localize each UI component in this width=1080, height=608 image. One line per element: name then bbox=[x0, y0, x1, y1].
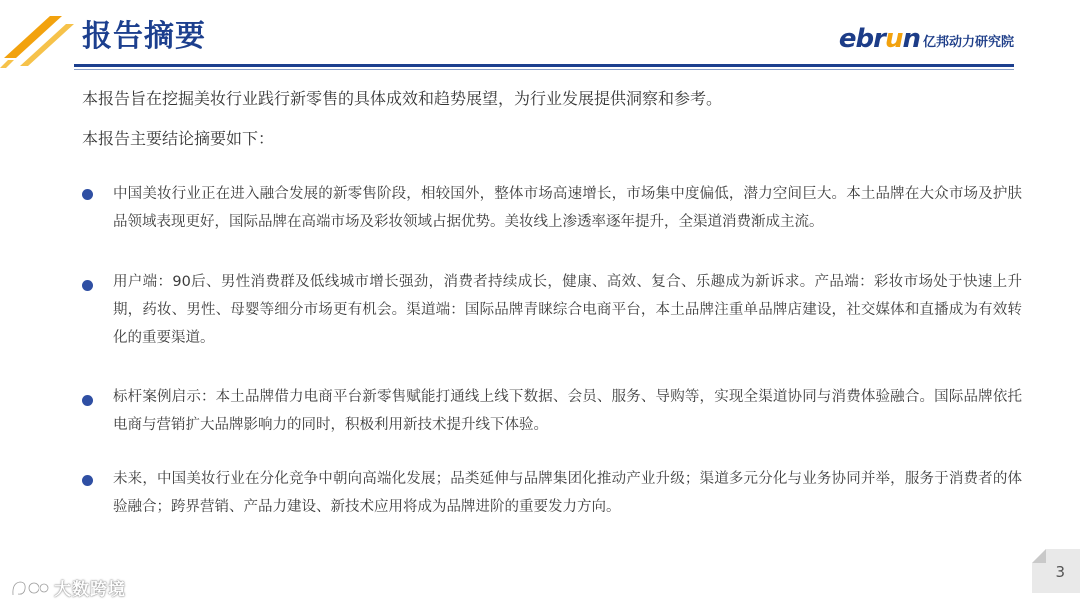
bullet-dot-icon bbox=[82, 395, 93, 406]
ebrun-logo bbox=[839, 20, 1014, 54]
bullet-dot-icon bbox=[82, 189, 93, 200]
header-divider-thick bbox=[74, 64, 1014, 67]
page-title: 报告摘要 bbox=[82, 19, 206, 54]
intro-line-1: 本报告旨在挖掘美妆行业践行新零售的具体成效和趋势展望，为行业发展提供洞察和参考。 bbox=[82, 89, 723, 108]
intro-line-2: 本报告主要结论摘要如下： bbox=[82, 129, 275, 148]
bullet-text: 中国美妆行业正在进入融合发展的新零售阶段，相较国外，整体市场高速增长，市场集中度偏低，潜力空间巨大。本土品牌在大众市场及护肤品领域表现更好，国际品牌在高端市场及彩妆领域占据优势。美妆线上渗透率逐年提升，全渠道消费渐成主流。 bbox=[113, 186, 1022, 230]
watermark-text: 大数跨境 bbox=[54, 580, 126, 600]
summary-bullet-4 bbox=[82, 465, 1022, 521]
logo-institute-name: 亿邦动力研究院 bbox=[922, 35, 1014, 50]
bullet-text: 用户端：90后、男性消费群及低线城市增长强劲，消费者持续成长，健康、高效、复合、乐趣成为新诉求。产品端：彩妆市场处于快速上升期，药妆、男性、母婴等细分市场更有机会。渠道端：国际品牌青睐综合电商平台，本土品牌注重单品牌店建设，社交媒体和直播成为有效转化的重要渠道。 bbox=[113, 274, 1022, 346]
watermark bbox=[10, 575, 126, 600]
bullet-dot-icon bbox=[82, 280, 93, 291]
summary-bullet-3 bbox=[82, 383, 1022, 439]
summary-bullet-1 bbox=[82, 180, 1022, 236]
bullet-text: 标杆案例启示：本土品牌借力电商平台新零售赋能打通线上线下数据、会员、服务、导购等，实现全渠道协同与消费体验融合。国际品牌依托电商与营销扩大品牌影响力的同时，积极利用新技术提升线下体验。 bbox=[113, 389, 1022, 433]
watermark-logo-icon bbox=[10, 577, 50, 599]
summary-bullet-2 bbox=[82, 268, 1022, 352]
page-number: 3 bbox=[1055, 563, 1065, 581]
bullet-dot-icon bbox=[82, 475, 93, 486]
header-divider-thin bbox=[74, 69, 1014, 70]
bullet-text: 未来，中国美妆行业在分化竞争中朝向高端化发展；品类延伸与品牌集团化推动产业升级；渠道多元分化与业务协同并举，服务于消费者的体验融合；跨界营销、产品力建设、新技术应用将成为品牌进阶的重要发力方向。 bbox=[113, 471, 1022, 515]
corner-stripes-decoration bbox=[0, 8, 78, 70]
logo-wordmark: ebrun bbox=[838, 24, 920, 54]
